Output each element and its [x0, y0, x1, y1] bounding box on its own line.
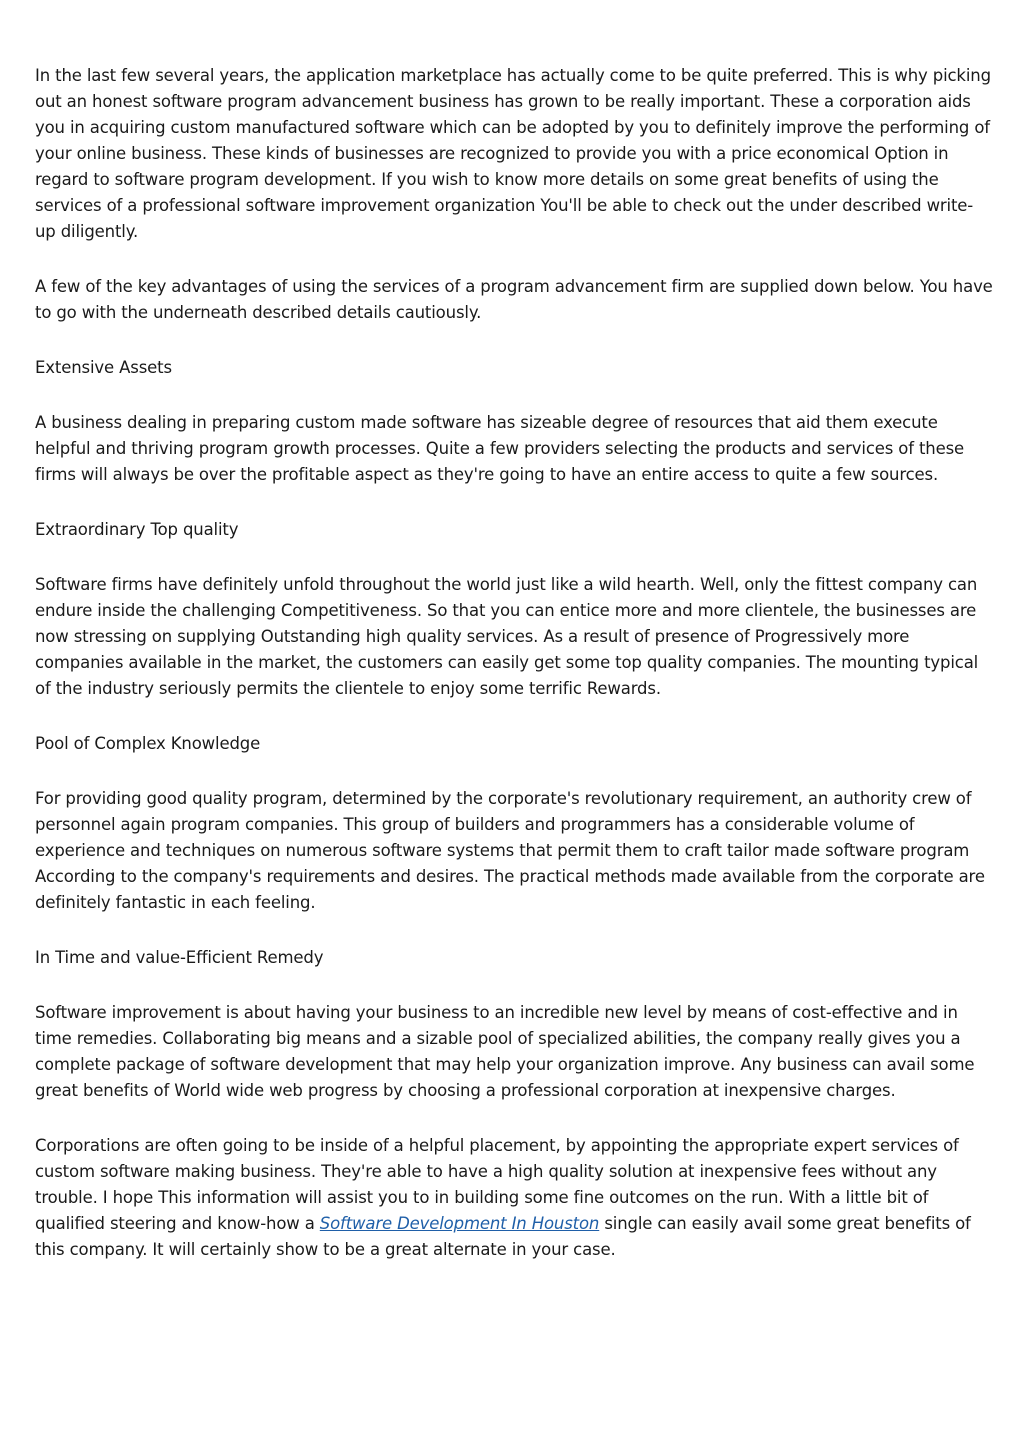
heading-top-quality: Extraordinary Top quality: [35, 520, 239, 539]
paragraph-intro: In the last few several years, the application marketplace has actually come to be quite preferred. This is why picking out an honest software program advancement business has grown to be really important. These a corporation aids you in acquiring custom manufactured software which can be adopted by you to definitely improve the performing of your online business. These kinds of businesses are recognized to provide you with a price economical Option in regard to software program development. If you wish to know more details on some great benefits of using the services of a professional software improvement organization You'll be able to check out the under described write-up diligently.: [35, 66, 991, 241]
software-development-houston-link[interactable]: Software Development In Houston: [319, 1214, 600, 1233]
paragraph-top-quality: Software firms have definitely unfold throughout the world just like a wild hearth. Well, only the fittest company can endure inside the challenging Competitiveness. So that you can entice more and more clientele, the businesses are now stressing on supplying Outstanding high quality services. As a result of presence of Progressively more companies available in the market, the customers can easily get some top quality companies. The mounting typical of the industry seriously permits the clientele to enjoy some terrific Rewards.: [35, 575, 979, 698]
heading-time-value: In Time and value-Efficient Remedy: [35, 948, 324, 967]
conclusion-text-before: Corporations are often going to be inside of a helpful placement, by appointing the appropriate expert services of custom software making business. They're able to have a high quality solution at inexpensive fees without any trouble. I hope This information will assist you to in building some fine outcomes on the run. With a little bit of qualified steering and know-how a: [35, 1136, 959, 1233]
paragraph-extensive-assets: A business dealing in preparing custom made software has sizeable degree of resources that aid them execute helpful and thriving program growth processes. Quite a few providers selecting the products and services of these firms will always be over the profitable aspect as they're going to have an entire access to quite a few sources.: [35, 413, 965, 484]
document-body: [35, 63, 993, 1292]
paragraph-complex-knowledge: For providing good quality program, determined by the corporate's revolutionary requirement, an authority crew of personnel again program companies. This group of builders and programmers has a considerable volume of experience and techniques on numerous software systems that permit them to craft tailor made software program According to the company's requirements and desires. The practical methods made available from the corporate are definitely fantastic in each feeling.: [35, 789, 985, 912]
heading-complex-knowledge: Pool of Complex Knowledge: [35, 734, 261, 753]
heading-extensive-assets: Extensive Assets: [35, 358, 172, 377]
paragraph-advantages-intro: A few of the key advantages of using the services of a program advancement firm are supplied down below. You have to go with the underneath described details cautiously.: [35, 277, 993, 322]
paragraph-conclusion: [35, 1133, 993, 1263]
conclusion-text-after: single can easily avail some great benefits of this company. It will certainly show to be a great alternate in your case.: [35, 1214, 971, 1259]
paragraph-time-value: Software improvement is about having your business to an incredible new level by means of cost-effective and in time remedies. Collaborating big means and a sizable pool of specialized abilities, the company really gives you a complete package of software development that may help your organization improve. Any business can avail some great benefits of World wide web progress by choosing a professional corporation at inexpensive charges.: [35, 1003, 975, 1100]
